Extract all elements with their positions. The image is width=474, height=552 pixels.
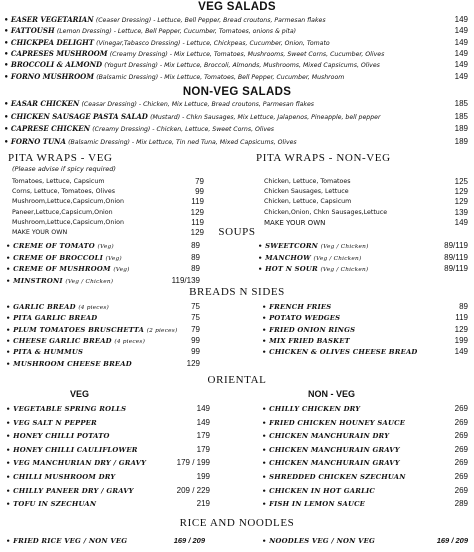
oriental-veg-price: 179 <box>196 431 210 441</box>
menu-item-name: CAPRESES MUSHROOM <box>10 48 108 58</box>
oriental-veg-item: • CHILLY PANEER DRY / GRAVY <box>6 486 134 495</box>
soups-item: • CREME OF MUSHROOM (Veg) <box>6 265 130 273</box>
oriental-nonveg-item: • FISH IN LEMON SAUCE <box>262 500 366 509</box>
breads-item: • CHICKEN & OLIVES CHEESE BREAD <box>262 348 418 357</box>
item-name: HONEY CHILLI POTATO <box>13 432 110 441</box>
bullet: • <box>4 136 11 146</box>
breads-price: 99 <box>191 347 200 357</box>
breads-item: • FRENCH FRIES <box>262 303 332 311</box>
menu-item-desc: (Creamy Dressing) - Mix Lettuce, Tomatoes, Mushrooms, Sweet Corns, Cucumber, Olives <box>109 50 385 58</box>
pita-nonveg-heading: PITA WRAPS - NON-VEG <box>256 152 391 164</box>
item-name: GARLIC BREAD <box>13 303 76 311</box>
soups-item: • HOT N SOUR (Veg / Chicken) <box>258 265 369 273</box>
pita-nonveg-price: 129 <box>454 197 468 207</box>
breads-price: 149 <box>454 347 468 357</box>
veg-salads-heading: VEG SALADS <box>198 1 276 13</box>
menu-item-name: FATTOUSH <box>10 26 55 36</box>
pita-veg-price: 119 <box>191 217 204 227</box>
item-desc: (4 pieces) <box>78 305 110 311</box>
breads-price: 99 <box>191 335 200 345</box>
menu-item-price: 149 <box>454 15 468 24</box>
pita-nonveg-item: Chicken Sausages, Lettuce <box>264 188 349 196</box>
pita-veg-price: 129 <box>190 207 204 217</box>
menu-item-desc: (Balsamic Dressing) - Mix Lettuce, Tin ned Tuna, Mixed Capsicums, Olives <box>68 138 297 146</box>
breads-item: • MIX FRIED BASKET <box>262 336 350 345</box>
menu-item-desc: (Vinegar,Tabasco Dressing) - Lettuce, Chickpeas, Cucumber, Onion, Tomato <box>96 39 330 47</box>
menu-item-name: EASER VEGETARIAN <box>10 15 94 24</box>
menu-item-row <box>4 99 424 109</box>
item-desc: (Veg / Chicken) <box>313 255 362 262</box>
breads-price: 129 <box>454 324 468 334</box>
rice-heading: RICE AND NOODLES <box>179 517 295 529</box>
menu-item-desc: (Ceaser Dressing) - Lettuce, Bell Pepper, Bread croutons, Parmesan flakes <box>95 17 326 24</box>
breads-item: • MUSHROOM CHEESE BREAD <box>6 359 132 368</box>
oriental-veg-price: 179 / 199 <box>176 458 210 468</box>
oriental-veg-item: • TOFU IN SZECHUAN <box>6 500 97 509</box>
item-name: FISH IN LEMON SAUCE <box>269 500 366 509</box>
item-name: CHICKEN & OLIVES CHEESE BREAD <box>269 348 418 357</box>
item-desc: (Veg / Chicken) <box>320 244 369 250</box>
breads-price: 119 <box>455 313 468 323</box>
soups-item: • CREME OF TOMATO (Veg) <box>6 242 114 250</box>
menu-item-name: CHICKPEA DELIGHT <box>10 37 94 47</box>
item-name: HONEY CHILLI CAULIFLOWER <box>13 445 138 454</box>
oriental-nonveg-price: 289 <box>454 499 468 509</box>
item-name: VEG SALT N PEPPER <box>13 418 97 427</box>
menu-item-price: 149 <box>454 37 468 47</box>
rice-left-name: • FRIED RICE VEG / NON VEG <box>6 537 128 545</box>
soups-heading: SOUPS <box>218 226 256 238</box>
menu-item-price: 149 <box>454 71 468 81</box>
breads-price: 75 <box>191 302 200 311</box>
menu-item-name: CAPRESE CHICKEN <box>10 124 91 133</box>
item-name: PLUM TOMATOES BRUSCHETTA <box>13 325 145 334</box>
soups-price: 89 <box>191 241 200 250</box>
pita-nonveg-item: MAKE YOUR OWN <box>264 218 326 227</box>
bullet: • <box>4 124 11 133</box>
item-name: FRENCH FRIES <box>269 303 332 311</box>
item-name: FRIED CHICKEN HOUNEY SAUCE <box>269 418 406 427</box>
menu-item-row <box>4 112 424 122</box>
oriental-veg-label: VEG <box>70 389 90 399</box>
oriental-nonveg-item: • CHICKEN MANCHURAIN GRAVY <box>262 459 400 468</box>
soups-price: 119/139 <box>171 275 200 285</box>
item-name: MANCHOW <box>265 253 311 262</box>
menu-item-price: 189 <box>454 124 468 133</box>
item-name: CHILLY CHICKEN DRY <box>269 405 361 413</box>
menu-item-name: FORNO TUNA <box>10 136 66 146</box>
menu-item-price: 185 <box>454 99 468 108</box>
oriental-nonveg-item: • CHICKEN IN HOT GARLIC <box>262 486 376 495</box>
bullet: • <box>4 60 11 70</box>
soups-price: 89/119 <box>444 241 468 250</box>
menu-item-desc: (Lemon Dressing) - Lettuce, Bell Pepper, Cucumber, Tomatoes, onions & pita) <box>56 28 297 36</box>
breads-price: 199 <box>454 335 468 345</box>
oriental-nonveg-price: 269 <box>454 472 468 481</box>
soups-item: • CREME OF BROCCOLI (Veg) <box>6 253 122 262</box>
pita-veg-item: Paneer,Lettuce,Capsicum,Onion <box>12 208 113 216</box>
menu-item-desc: (Ceasar Dressing) - Chicken, Mix Lettuce, Bread croutons, Parmesan flakes <box>81 101 314 108</box>
bullet: • <box>4 48 11 58</box>
oriental-nonveg-item: • CHILLY CHICKEN DRY <box>262 405 361 413</box>
item-name: MIX FRIED BASKET <box>269 336 350 345</box>
oriental-nonveg-price: 269 <box>454 404 468 413</box>
item-name: MUSHROOM CHEESE BREAD <box>13 359 132 368</box>
pita-veg-item: Corns, Lettuce, Tomatoes, Olives <box>12 188 115 196</box>
breads-price: 75 <box>191 313 200 323</box>
soups-price: 89/119 <box>444 264 468 273</box>
oriental-nonveg-price: 269 <box>454 444 468 454</box>
breads-item: • PITA & HUMMUS <box>6 348 84 357</box>
menu-item-price: 185 <box>454 111 468 121</box>
item-desc: (Veg) <box>105 255 122 262</box>
oriental-nonveg-item: • FRIED CHICKEN HOUNEY SAUCE <box>262 418 406 427</box>
menu-item-desc: (Creamy Dressing) - Chicken, Lettuce, Sweet Corns, Olives <box>92 126 275 133</box>
menu-item-price: 149 <box>454 48 468 58</box>
oriental-veg-item: • CHILLI MUSHROOM DRY <box>6 473 116 481</box>
menu-item-row <box>4 26 424 36</box>
item-name: HOT N SOUR <box>265 265 318 273</box>
pita-nonveg-price: 149 <box>454 217 468 227</box>
item-name: CREME OF TOMATO <box>13 242 95 250</box>
item-name: MINSTRONI <box>13 276 63 285</box>
item-name: CHICKEN MANCHURAIN DRY <box>269 432 390 441</box>
pita-veg-price: 79 <box>195 177 204 186</box>
item-name: CHILLI MUSHROOM DRY <box>13 473 116 481</box>
oriental-nonveg-item: • CHICKEN MANCHURAIN DRY <box>262 432 390 441</box>
soups-price: 89/119 <box>444 252 468 262</box>
menu-item-price: 149 <box>454 26 468 36</box>
soups-price: 89 <box>191 252 200 262</box>
breads-item: • CHEESE GARLIC BREAD (4 pieces) <box>6 336 146 345</box>
menu-item-price: 149 <box>454 60 468 70</box>
menu-item-name: FORNO MUSHROOM <box>10 71 95 81</box>
oriental-veg-price: 179 <box>196 444 210 454</box>
oriental-veg-item: • VEG MANCHURIAN DRY / GRAVY <box>6 459 147 468</box>
breads-price: 79 <box>191 324 200 334</box>
menu-item-name: EASAR CHICKEN <box>10 99 80 108</box>
breads-price: 89 <box>459 302 468 311</box>
menu-item-desc: (Mustard) - Chkn Sausages, Mix Lettuce, Jalapenos, Pineapple, bell pepper <box>150 113 381 121</box>
rice-left-price: 169 / 209 <box>173 536 205 545</box>
pita-veg-item: MAKE YOUR OWN <box>12 229 68 236</box>
oriental-nonveg-label: NON - VEG <box>308 389 356 399</box>
pita-nonveg-item: Chicken, Lettuce, Capsicum <box>264 198 352 206</box>
oriental-veg-price: 219 <box>196 499 210 509</box>
item-name: FRIED ONION RINGS <box>269 325 356 334</box>
menu-item-price: 189 <box>454 136 468 146</box>
oriental-veg-price: 149 <box>196 417 210 427</box>
pita-nonveg-price: 139 <box>454 207 468 217</box>
oriental-nonveg-item: • CHICKEN MANCHURAIN GRAVY <box>262 445 400 454</box>
item-name: CHEESE GARLIC BREAD <box>13 336 112 345</box>
breads-item: • PITA GARLIC BREAD <box>6 314 98 323</box>
soups-item: • MINSTRONI (Veg / Chicken) <box>6 276 114 285</box>
menu-item-row <box>4 15 424 25</box>
pita-nonveg-price: 125 <box>454 177 468 186</box>
non-veg-salads-heading: NON-VEG SALADS <box>182 86 292 98</box>
pita-nonveg-item: Chicken, Lettuce, Tomatoes <box>264 178 351 185</box>
breads-item: • GARLIC BREAD (4 pieces) <box>6 303 110 311</box>
rice-right-name: • NOODLES VEG / NON VEG <box>262 537 375 545</box>
soups-item: • MANCHOW (Veg / Chicken) <box>258 253 362 262</box>
item-name: CHICKEN IN HOT GARLIC <box>269 486 376 495</box>
oriental-veg-price: 209 / 229 <box>176 485 210 495</box>
oriental-veg-item: • VEGETABLE SPRING ROLLS <box>6 405 127 413</box>
pita-nonveg-price: 129 <box>454 187 468 197</box>
breads-heading: BREADS N SIDES <box>189 286 285 298</box>
rice-right-price: 169 / 209 <box>436 536 468 545</box>
oriental-veg-item: • VEG SALT N PEPPER <box>6 418 97 427</box>
breads-item: • POTATO WEDGES <box>262 314 341 323</box>
bullet: • <box>4 99 11 108</box>
pita-veg-price: 119 <box>191 197 204 207</box>
breads-item: • PLUM TOMATOES BRUSCHETTA (2 pieces) <box>6 325 178 334</box>
oriental-nonveg-price: 269 <box>454 485 468 495</box>
oriental-nonveg-price: 269 <box>454 458 468 468</box>
item-name: CREME OF BROCCOLI <box>13 253 103 262</box>
bullet: • <box>4 37 11 47</box>
item-name: SWEETCORN <box>265 242 319 250</box>
bullet: • <box>4 71 11 81</box>
menu-item-row <box>4 72 424 82</box>
item-name: CHICKEN MANCHURAIN GRAVY <box>269 445 400 454</box>
item-name: PITA GARLIC BREAD <box>13 314 98 323</box>
item-desc: (Veg) <box>113 267 130 273</box>
breads-item: • FRIED ONION RINGS <box>262 325 356 334</box>
menu-item-row <box>4 49 424 59</box>
menu-item-row <box>4 124 424 134</box>
soups-price: 89 <box>191 264 200 273</box>
pita-note: (Please advise if spicy required) <box>12 165 116 173</box>
pita-veg-item: Tomatoes, Lettuce, Capsicum <box>12 178 105 185</box>
item-desc: (4 pieces) <box>114 338 146 345</box>
menu-item-row <box>4 38 424 48</box>
breads-price: 129 <box>186 358 200 368</box>
oriental-heading: ORIENTAL <box>207 374 267 386</box>
oriental-veg-price: 199 <box>196 472 210 481</box>
oriental-nonveg-price: 269 <box>454 431 468 441</box>
menu-item-name: BROCCOLI & ALMOND <box>10 60 103 70</box>
menu-item-desc: (Balsamic Dressing) - Mix Lettuce, Tomatoes, Bell Pepper, Cucumber, Mushroom <box>96 73 345 81</box>
oriental-veg-price: 149 <box>196 404 210 413</box>
item-name: POTATO WEDGES <box>269 314 341 323</box>
bullet: • <box>4 26 11 36</box>
item-name: SHREDDED CHICKEN SZECHUAN <box>269 473 406 481</box>
item-name: VEG MANCHURIAN DRY / GRAVY <box>13 459 147 468</box>
pita-veg-item: Mushroom,Lettuce,Capsicum,Onion <box>12 218 124 226</box>
oriental-nonveg-item: • SHREDDED CHICKEN SZECHUAN <box>262 473 406 481</box>
menu-item-desc: (Yogurt Dressing) - Mix Lettuce, Broccoli, Almonds, Mushrooms, Mixed Capsicums, Olives <box>104 62 380 70</box>
item-name: CHICKEN MANCHURAIN GRAVY <box>269 459 400 468</box>
bullet: • <box>4 111 11 121</box>
pita-veg-price: 99 <box>195 187 204 197</box>
item-desc: (Veg) <box>97 244 114 250</box>
menu-item-row <box>4 60 424 70</box>
pita-veg-price: 129 <box>190 228 204 237</box>
item-name: TOFU IN SZECHUAN <box>13 500 97 509</box>
item-desc: (2 pieces) <box>146 327 178 334</box>
menu-item-name: CHICKEN SAUSAGE PASTA SALAD <box>10 111 148 121</box>
item-desc: (Veg / Chicken) <box>65 278 114 285</box>
oriental-veg-item: • HONEY CHILLI CAULIFLOWER <box>6 445 138 454</box>
menu-item-row <box>4 137 424 147</box>
bullet: • <box>4 15 11 24</box>
item-name: VEGETABLE SPRING ROLLS <box>13 405 127 413</box>
item-name: CHILLY PANEER DRY / GRAVY <box>13 486 134 495</box>
item-desc: (Veg / Chicken) <box>320 267 369 273</box>
item-name: CREME OF MUSHROOM <box>13 265 111 273</box>
pita-veg-item: Mushroom,Lettuce,Capsicum,Onion <box>12 198 124 206</box>
oriental-veg-item: • HONEY CHILLI POTATO <box>6 432 110 441</box>
soups-item: • SWEETCORN (Veg / Chicken) <box>258 242 369 250</box>
item-name: PITA & HUMMUS <box>13 348 84 357</box>
pita-veg-heading: PITA WRAPS - VEG <box>8 152 113 164</box>
oriental-nonveg-price: 269 <box>454 417 468 427</box>
pita-nonveg-item: Chicken,Onion, Chkn Sausages,Lettuce <box>264 208 388 216</box>
